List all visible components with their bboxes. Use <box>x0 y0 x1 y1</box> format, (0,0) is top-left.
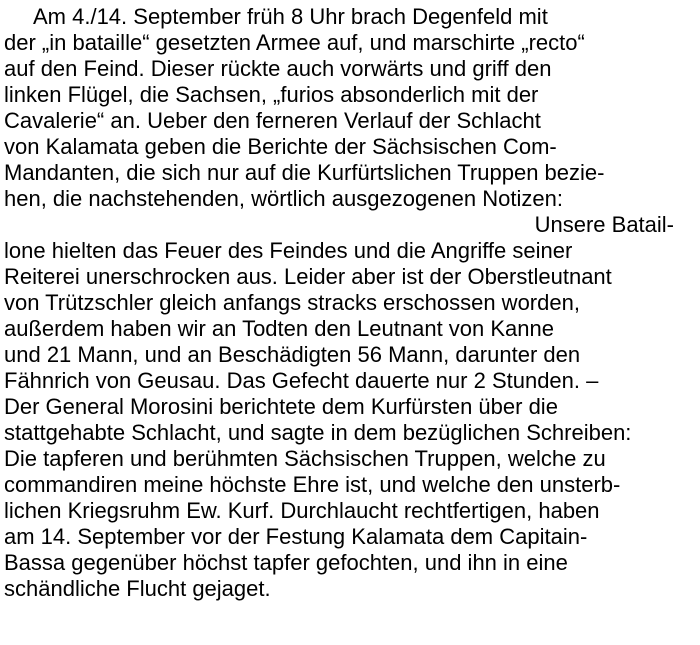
text-line: commandiren meine höchste Ehre ist, und welche den unsterb- <box>4 472 621 497</box>
text-line: stattgehabte Schlacht, und sagte in dem bezüglichen Schreiben: <box>4 420 632 445</box>
text-line: auf den Feind. Dieser rückte auch vorwärts und griff den <box>4 56 552 81</box>
text-line: schändliche Flucht gejaget. <box>4 576 271 601</box>
text-line: am 14. September vor der Festung Kalamata dem Capitain- <box>4 524 588 549</box>
text-line: Fähnrich von Geusau. Das Gefecht dauerte nur 2 Stunden. – <box>4 368 599 393</box>
text-line: Unsere Batail- <box>534 212 674 237</box>
text-line: Bassa gegenüber höchst tapfer gefochten, und ihn in eine <box>4 550 568 575</box>
text-line: Die tapferen und berühmten Sächsischen Truppen, welche zu <box>4 446 606 471</box>
text-line: Cavalerie“ an. Ueber den ferneren Verlauf der Schlacht <box>4 108 541 133</box>
text-line: Am 4./14. September früh 8 Uhr brach Degenfeld mit <box>33 4 548 29</box>
text-line: außerdem haben wir an Todten den Leutnant von Kanne <box>4 316 554 341</box>
text-line: linken Flügel, die Sachsen, „furios absonderlich mit der <box>4 82 539 107</box>
text-line: Der General Morosini berichtete dem Kurfürsten über die <box>4 394 558 419</box>
text-line: hen, die nachstehenden, wörtlich ausgezogenen Notizen: <box>4 186 563 211</box>
text-line: von Trützschler gleich anfangs stracks erschossen worden, <box>4 290 580 315</box>
text-line: Reiterei unerschrocken aus. Leider aber ist der Oberstleutnant <box>4 264 612 289</box>
text-line: lone hielten das Feuer des Feindes und die Angriffe seiner <box>4 238 573 263</box>
text-line: der „in bataille“ gesetzten Armee auf, und marschirte „recto“ <box>4 30 585 55</box>
text-line: lichen Kriegsruhm Ew. Kurf. Durchlaucht rechtfertigen, haben <box>4 498 600 523</box>
document-text <box>4 4 696 602</box>
text-line: Mandanten, die sich nur auf die Kurfürtslichen Truppen bezie- <box>4 160 605 185</box>
text-line: von Kalamata geben die Berichte der Sächsischen Com- <box>4 134 557 159</box>
text-line: und 21 Mann, und an Beschädigten 56 Mann, darunter den <box>4 342 581 367</box>
